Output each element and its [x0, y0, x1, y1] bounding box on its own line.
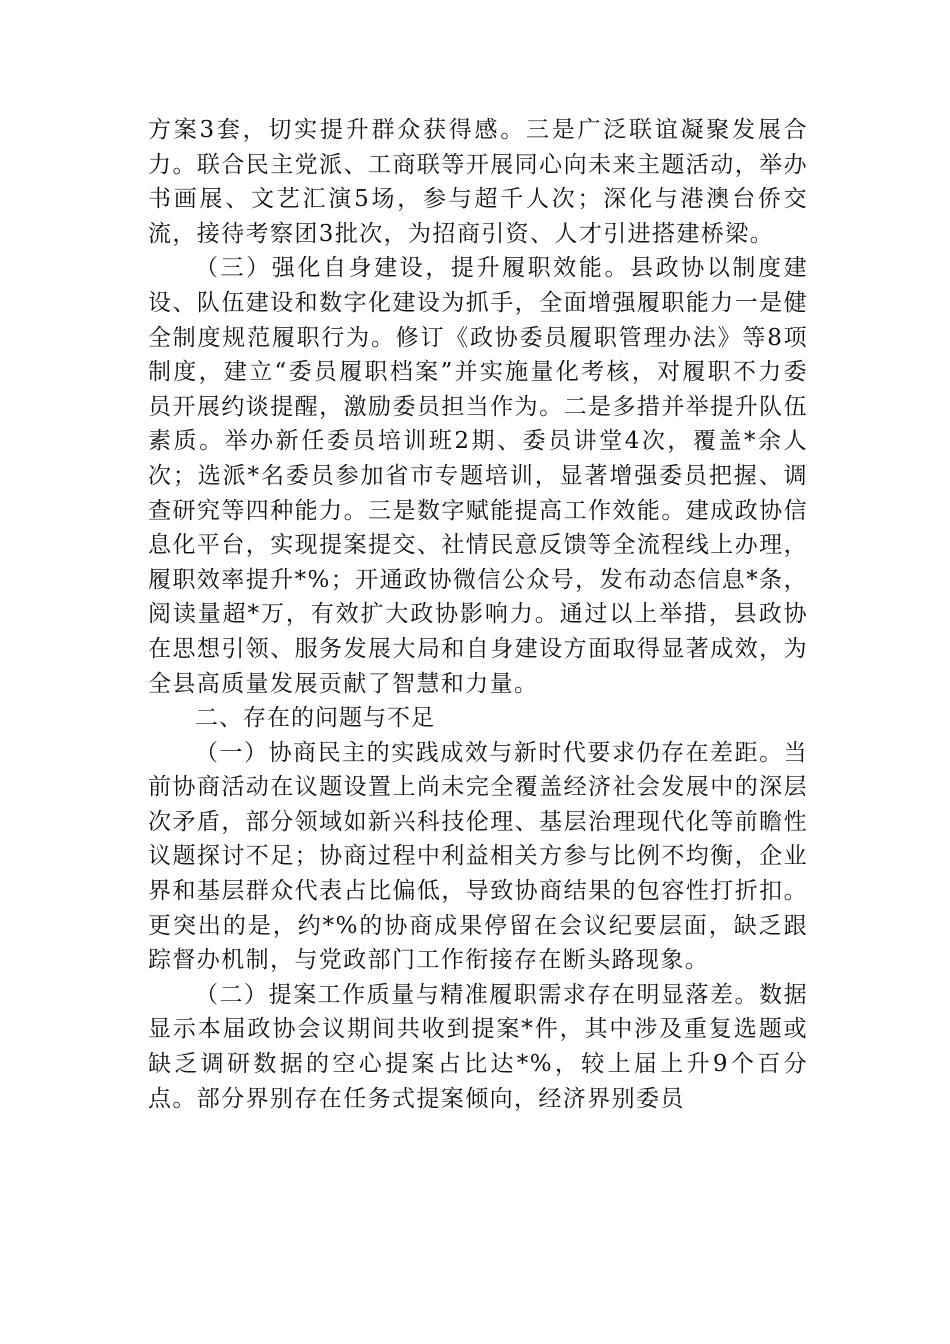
paragraph-mobilization-summary: 方案3套，切实提升群众获得感。三是广泛联谊凝聚发展合力。联合民主党派、工商联等开展同心向未来主题活动，举办书画展、文艺汇演5场，参与超千人次；深化与港澳台侨交流，接待考察团3批次，为招商引资、人才引进搭建桥梁。	[148, 117, 808, 247]
paragraph-self-building: （三）强化自身建设，提升履职效能。县政协以制度建设、队伍建设和数字化建设为抓手，全面增强履职能力一是健全制度规范履职行为。修订《政协委员履职管理办法》等8项制度，建立“委员履职档案”并实施量化考核，对履职不力委员开展约谈提醒，激励委员担当作为。二是多措并举提升队伍素质。举办新任委员培训班2期、委员讲堂4次，覆盖*余人次；选派*名委员参加省市专题培训，显著增强委员把握、调查研究等四种能力。三是数字赋能提高工作效能。建成政协信息化平台，实现提案提交、社情民意反馈等全流程线上办理，履职效率提升*%；开通政协微信公众号，发布动态信息*条，阅读量超*万，有效扩大政协影响力。通过以上举措，县政协在思想引领、服务发展大局和自身建设方面取得显著成效，为全县高质量发展贡献了智慧和力量。	[148, 255, 808, 697]
paragraph-consultation-gap: （一）协商民主的实践成效与新时代要求仍存在差距。当前协商活动在议题设置上尚未完全覆盖经济社会发展中的深层次矛盾，部分领域如新兴科技伦理、基层治理现代化等前瞻性议题探讨不足；协商过程中利益相关方参与比例不均衡，企业界和基层群众代表占比偏低，导致协商结果的包容性打折扣。更突出的是，约*%的协商成果停留在会议纪要层面，缺乏跟踪督办机制，与党政部门工作衔接存在断头路现象。	[148, 739, 808, 974]
section-heading-problems: 二、存在的问题与不足	[195, 705, 435, 732]
document-page	[148, 113, 808, 1116]
paragraph-proposal-quality: （二）提案工作质量与精准履职需求存在明显落差。数据显示本届政协会议期间共收到提案*件，其中涉及重复选题或缺乏调研数据的空心提案占比达*%，较上届上升9个百分点。部分界别存在任务式提案倾向，经济界别委员	[148, 981, 808, 1112]
